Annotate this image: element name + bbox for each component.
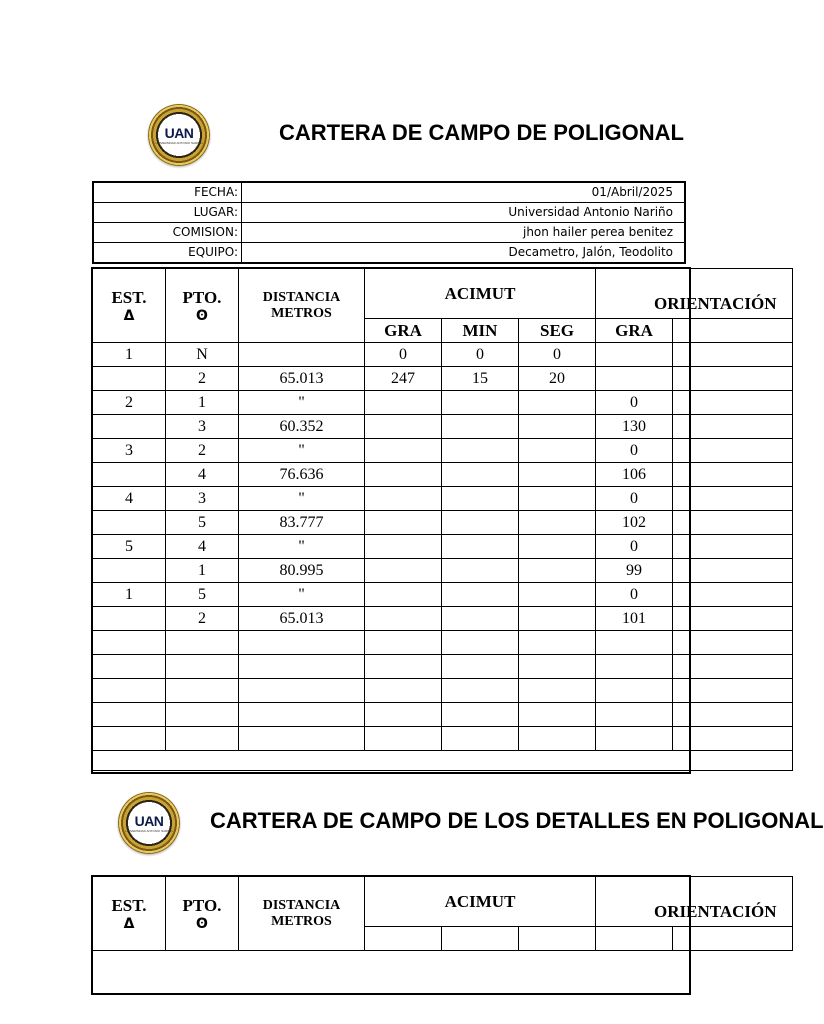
table-row: [93, 463, 793, 487]
details-table: [92, 876, 793, 951]
table-cell[interactable]: [239, 343, 365, 367]
table-cell[interactable]: 0: [365, 343, 442, 367]
header-orientacion-label: ORIENTACIÓN: [654, 294, 777, 313]
header-extra: [673, 319, 793, 343]
table-row: [93, 439, 793, 463]
header-distancia-label: DISTANCIA: [262, 289, 341, 305]
table-cell[interactable]: [519, 727, 596, 751]
table-cell[interactable]: [93, 511, 166, 535]
table-cell[interactable]: [93, 727, 166, 751]
table-row: [93, 655, 793, 679]
table-cell[interactable]: [365, 511, 442, 535]
table-cell[interactable]: 0: [519, 343, 596, 367]
table-cell[interactable]: [166, 703, 239, 727]
table-cell[interactable]: 99: [596, 559, 673, 583]
table-cell[interactable]: [166, 727, 239, 751]
table-cell[interactable]: [596, 655, 673, 679]
info-label: EQUIPO:: [94, 243, 242, 262]
table-cell[interactable]: [673, 391, 793, 415]
table-row: [93, 631, 793, 655]
table-cell[interactable]: 65.013: [239, 607, 365, 631]
table-cell[interactable]: [365, 559, 442, 583]
table-row: [93, 343, 793, 367]
table-cell[interactable]: 15: [442, 367, 519, 391]
table-cell[interactable]: [365, 487, 442, 511]
header-orientacion: [596, 877, 793, 927]
table-cell[interactable]: 80.995: [239, 559, 365, 583]
table-cell[interactable]: [442, 727, 519, 751]
table-cell[interactable]: [673, 463, 793, 487]
table-cell[interactable]: [673, 631, 793, 655]
info-label: LUGAR:: [94, 203, 242, 222]
table-cell[interactable]: 5: [166, 511, 239, 535]
section2-title: CARTERA DE CAMPO DE LOS DETALLES EN POLIGONAL: [210, 808, 824, 833]
table-cell[interactable]: [673, 511, 793, 535]
table-cell[interactable]: [442, 415, 519, 439]
info-value[interactable]: Decametro, Jalón, Teodolito: [508, 245, 673, 259]
table-cell[interactable]: 3: [93, 439, 166, 463]
table-cell[interactable]: 0: [596, 535, 673, 559]
table-cell[interactable]: [673, 655, 793, 679]
table-cell[interactable]: [365, 415, 442, 439]
table-row: [93, 391, 793, 415]
table-cell[interactable]: [519, 391, 596, 415]
table-cell[interactable]: 0: [596, 583, 673, 607]
table-cell[interactable]: [673, 607, 793, 631]
table-cell[interactable]: [442, 559, 519, 583]
table-cell[interactable]: 247: [365, 367, 442, 391]
table-cell[interactable]: [519, 655, 596, 679]
table-cell[interactable]: [519, 415, 596, 439]
header-metros-label: METROS: [271, 913, 332, 929]
logo-subtext: UNIVERSIDAD ANTONIO NARIÑO: [155, 141, 203, 145]
table-cell[interactable]: ": [239, 583, 365, 607]
table-cell[interactable]: [93, 559, 166, 583]
info-label: FECHA:: [94, 183, 242, 202]
table-cell[interactable]: [365, 463, 442, 487]
table-cell[interactable]: [442, 535, 519, 559]
table-cell[interactable]: [519, 487, 596, 511]
table-cell[interactable]: [519, 703, 596, 727]
table-cell[interactable]: [365, 607, 442, 631]
table-cell[interactable]: [365, 631, 442, 655]
table-cell[interactable]: [365, 679, 442, 703]
page-title: CARTERA DE CAMPO DE POLIGONAL: [279, 120, 684, 145]
header-est: [93, 877, 166, 951]
header-seg: SEG: [519, 319, 596, 343]
header-gra: GRA: [365, 319, 442, 343]
table-cell[interactable]: [442, 631, 519, 655]
table-cell[interactable]: [442, 655, 519, 679]
header-pto: [166, 269, 239, 343]
table-cell[interactable]: [673, 535, 793, 559]
info-row-equipo: [94, 243, 684, 262]
table-cell[interactable]: [673, 559, 793, 583]
table-cell[interactable]: 1: [166, 391, 239, 415]
table-cell[interactable]: [365, 439, 442, 463]
header-distancia: [239, 877, 365, 951]
info-row-lugar: [94, 203, 684, 223]
table-cell[interactable]: [519, 607, 596, 631]
table-cell[interactable]: [673, 703, 793, 727]
table-row: [93, 703, 793, 727]
header-pto-label: PTO.: [182, 287, 222, 307]
table-cell[interactable]: [166, 679, 239, 703]
header-est: [93, 269, 166, 343]
table-cell[interactable]: [442, 679, 519, 703]
table-cell[interactable]: ": [239, 439, 365, 463]
table-cell[interactable]: [365, 703, 442, 727]
header-min: MIN: [442, 319, 519, 343]
uan-logo: [148, 104, 210, 166]
table-cell[interactable]: 2: [166, 607, 239, 631]
table-cell[interactable]: ": [239, 487, 365, 511]
table-cell[interactable]: 65.013: [239, 367, 365, 391]
table-cell[interactable]: ": [239, 535, 365, 559]
table-cell[interactable]: 2: [166, 367, 239, 391]
table-cell[interactable]: [365, 655, 442, 679]
logo-text: UAN: [164, 125, 194, 141]
table-cell[interactable]: [93, 631, 166, 655]
table-cell[interactable]: [93, 703, 166, 727]
table-cell[interactable]: 0: [442, 343, 519, 367]
header-distancia-label: DISTANCIA: [262, 897, 341, 913]
table-cell[interactable]: [93, 367, 166, 391]
table-cell[interactable]: [239, 703, 365, 727]
point-icon: ʘ: [196, 915, 208, 932]
table-cell[interactable]: [519, 679, 596, 703]
table-footer-cell: [93, 751, 793, 771]
table-cell[interactable]: 1: [166, 559, 239, 583]
table-cell[interactable]: 20: [519, 367, 596, 391]
table-cell[interactable]: [673, 343, 793, 367]
table-cell[interactable]: 130: [596, 415, 673, 439]
table-cell[interactable]: [596, 703, 673, 727]
table-cell[interactable]: [93, 463, 166, 487]
table-cell[interactable]: [673, 367, 793, 391]
table-row: [93, 727, 793, 751]
table-cell[interactable]: [596, 343, 673, 367]
table-row: [93, 607, 793, 631]
table-cell[interactable]: [673, 679, 793, 703]
table-cell[interactable]: 1: [93, 583, 166, 607]
table-cell[interactable]: [442, 391, 519, 415]
table-cell[interactable]: [673, 415, 793, 439]
table-cell[interactable]: [596, 367, 673, 391]
header-pto-label: PTO.: [182, 895, 222, 915]
table-cell[interactable]: [365, 727, 442, 751]
table-cell[interactable]: 0: [596, 439, 673, 463]
info-value[interactable]: Universidad Antonio Nariño: [508, 205, 673, 219]
header-orientacion: [596, 269, 793, 319]
table-cell[interactable]: 1: [93, 343, 166, 367]
table-cell[interactable]: [239, 727, 365, 751]
table-cell[interactable]: [93, 607, 166, 631]
table-cell[interactable]: 4: [166, 463, 239, 487]
table-cell[interactable]: N: [166, 343, 239, 367]
triangle-icon: Δ: [123, 915, 135, 932]
info-label: COMISION:: [94, 223, 242, 242]
table-cell[interactable]: 5: [166, 583, 239, 607]
header-gra-2: GRA: [596, 319, 673, 343]
table-cell[interactable]: [93, 655, 166, 679]
table-cell[interactable]: [365, 391, 442, 415]
table-cell[interactable]: [673, 439, 793, 463]
table-cell[interactable]: ": [239, 391, 365, 415]
table-row: [93, 679, 793, 703]
table-cell[interactable]: [519, 631, 596, 655]
table-cell[interactable]: 83.777: [239, 511, 365, 535]
info-row-fecha: [94, 183, 684, 203]
table-cell[interactable]: 3: [166, 487, 239, 511]
header-pto: [166, 877, 239, 951]
header-orientacion-label: ORIENTACIÓN: [654, 902, 777, 921]
uan-logo-2: [118, 792, 180, 854]
table-cell[interactable]: [673, 727, 793, 751]
table-cell[interactable]: [596, 631, 673, 655]
table-cell[interactable]: [519, 535, 596, 559]
table-row: [93, 535, 793, 559]
table-cell[interactable]: [365, 583, 442, 607]
table-cell[interactable]: [442, 607, 519, 631]
info-block: [92, 181, 686, 264]
table-cell[interactable]: [239, 655, 365, 679]
table-cell[interactable]: 4: [166, 535, 239, 559]
table-cell[interactable]: [519, 559, 596, 583]
table-cell[interactable]: 2: [166, 439, 239, 463]
table-cell[interactable]: 4: [93, 487, 166, 511]
table-cell[interactable]: 102: [596, 511, 673, 535]
table-row: [93, 415, 793, 439]
header-est-label: EST.: [111, 287, 147, 307]
table-cell[interactable]: [519, 511, 596, 535]
triangle-icon: Δ: [123, 307, 135, 324]
table-cell[interactable]: 101: [596, 607, 673, 631]
table-cell[interactable]: 3: [166, 415, 239, 439]
header-metros-label: METROS: [271, 305, 332, 321]
table-cell[interactable]: [166, 655, 239, 679]
table-cell[interactable]: [442, 487, 519, 511]
table-cell[interactable]: [442, 463, 519, 487]
table-cell[interactable]: [239, 631, 365, 655]
table-cell[interactable]: [673, 487, 793, 511]
table-cell[interactable]: [442, 703, 519, 727]
info-row-comision: [94, 223, 684, 243]
header-distancia: [239, 269, 365, 343]
table-cell[interactable]: 60.352: [239, 415, 365, 439]
header-acimut: ACIMUT: [365, 269, 596, 319]
table-row: [93, 559, 793, 583]
table-row: [93, 367, 793, 391]
table-footer-row: [93, 751, 793, 771]
table-cell[interactable]: [442, 511, 519, 535]
table-cell[interactable]: 76.636: [239, 463, 365, 487]
info-value[interactable]: 01/Abril/2025: [591, 185, 673, 199]
table-cell[interactable]: [239, 679, 365, 703]
table-cell[interactable]: [596, 727, 673, 751]
point-icon: ʘ: [196, 307, 208, 324]
table-cell[interactable]: [365, 535, 442, 559]
table-cell[interactable]: [93, 679, 166, 703]
info-value[interactable]: jhon hailer perea benitez: [522, 225, 673, 239]
table-cell[interactable]: [519, 463, 596, 487]
logo-subtext: UNIVERSIDAD ANTONIO NARIÑO: [125, 829, 173, 833]
poligonal-table: [92, 268, 793, 771]
table-cell[interactable]: [166, 631, 239, 655]
header-est-label: EST.: [111, 895, 147, 915]
table-cell[interactable]: [442, 439, 519, 463]
table-cell[interactable]: [93, 415, 166, 439]
table-cell[interactable]: 5: [93, 535, 166, 559]
table-cell[interactable]: 0: [596, 391, 673, 415]
table-cell[interactable]: [442, 583, 519, 607]
table-cell[interactable]: [519, 583, 596, 607]
table-row: [93, 583, 793, 607]
header-acimut: ACIMUT: [365, 877, 596, 927]
table-cell[interactable]: [673, 583, 793, 607]
table-cell[interactable]: 2: [93, 391, 166, 415]
table-row: [93, 487, 793, 511]
table-cell[interactable]: 106: [596, 463, 673, 487]
table-row: [93, 511, 793, 535]
table-cell[interactable]: [596, 679, 673, 703]
table-cell[interactable]: [519, 439, 596, 463]
logo-text: UAN: [134, 813, 164, 829]
table-cell[interactable]: 0: [596, 487, 673, 511]
